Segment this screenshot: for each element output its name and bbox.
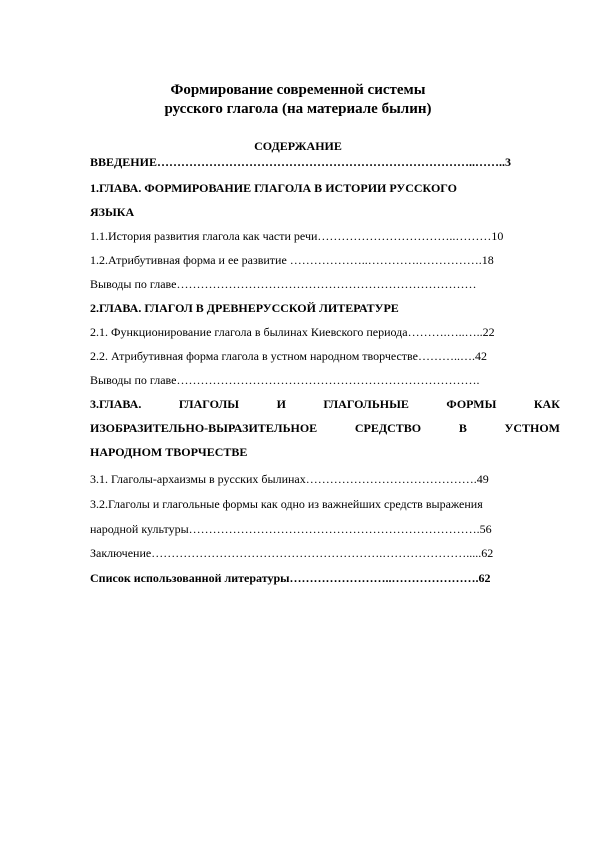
toc-chapter-3-line-3: НАРОДНОМ ТВОРЧЕСТВЕ (90, 445, 248, 459)
toc-chapter-1-line-1: 1.ГЛАВА. ФОРМИРОВАНИЕ ГЛАГОЛА В ИСТОРИИ РУССКОГО (90, 181, 457, 195)
toc-section-1-2: 1.2.Атрибутивная форма и ее развитие ………………..………….…………….18 (90, 253, 494, 267)
toc-introduction: ВВЕДЕНИЕ……………………………………………………………………..……..3 (90, 155, 511, 169)
toc-word: СРЕДСТВО (354, 421, 422, 435)
toc-word: В (458, 421, 467, 435)
toc-chapter-1-line-2: ЯЗЫКА (90, 205, 135, 219)
toc-section-3-2-line-2: народной культуры……………………………………………………………….56 (90, 522, 492, 536)
toc-chapter-2: 2.ГЛАВА. ГЛАГОЛ В ДРЕВНЕРУССКОЙ ЛИТЕРАТУРЕ (90, 301, 399, 315)
toc-word: ИЗОБРАЗИТЕЛЬНО-ВЫРАЗИТЕЛЬНОЕ (90, 421, 318, 435)
toc-section-2-2: 2.2. Атрибутивная форма глагола в устном народном творчестве………..….42 (90, 349, 487, 363)
toc-word: ФОРМЫ (446, 397, 497, 411)
document-title-line-1: Формирование современной системы (170, 82, 426, 98)
toc-section-1-1: 1.1.История развития глагола как части речи……………………………..………10 (90, 229, 504, 243)
toc-chapter-1-conclusions: Выводы по главе………………………………………………………………… (90, 277, 477, 291)
toc-word: ГЛАГОЛЫ (178, 397, 240, 411)
toc-word: КАК (533, 397, 560, 411)
toc-conclusion: Заключение………………………………………………….………………….....62 (90, 546, 494, 560)
toc-word: ГЛАГОЛЬНЫЕ (323, 397, 409, 411)
toc-word: 3.ГЛАВА. (90, 397, 142, 411)
toc-chapter-3-line-1 (90, 397, 560, 411)
contents-heading: СОДЕРЖАНИЕ (254, 139, 342, 153)
toc-bibliography: Список использованной литературы……………………..………………….62 (90, 571, 491, 585)
toc-word: И (276, 397, 286, 411)
toc-section-2-1: 2.1. Функционирование глагола в былинах Киевского периода……….…..…..22 (90, 325, 495, 339)
document-title-line-2: русского глагола (на материале былин) (164, 101, 432, 117)
toc-word: УСТНОМ (504, 421, 560, 435)
toc-section-3-2-line-1: 3.2.Глаголы и глагольные формы как одно из важнейших средств выражения (90, 497, 483, 511)
toc-chapter-3-line-2 (90, 421, 560, 435)
toc-chapter-2-conclusions: Выводы по главе…………………………………………………………………. (90, 373, 480, 387)
toc-section-3-1: 3.1. Глаголы-архаизмы в русских былинах…………………………………….49 (90, 472, 489, 486)
